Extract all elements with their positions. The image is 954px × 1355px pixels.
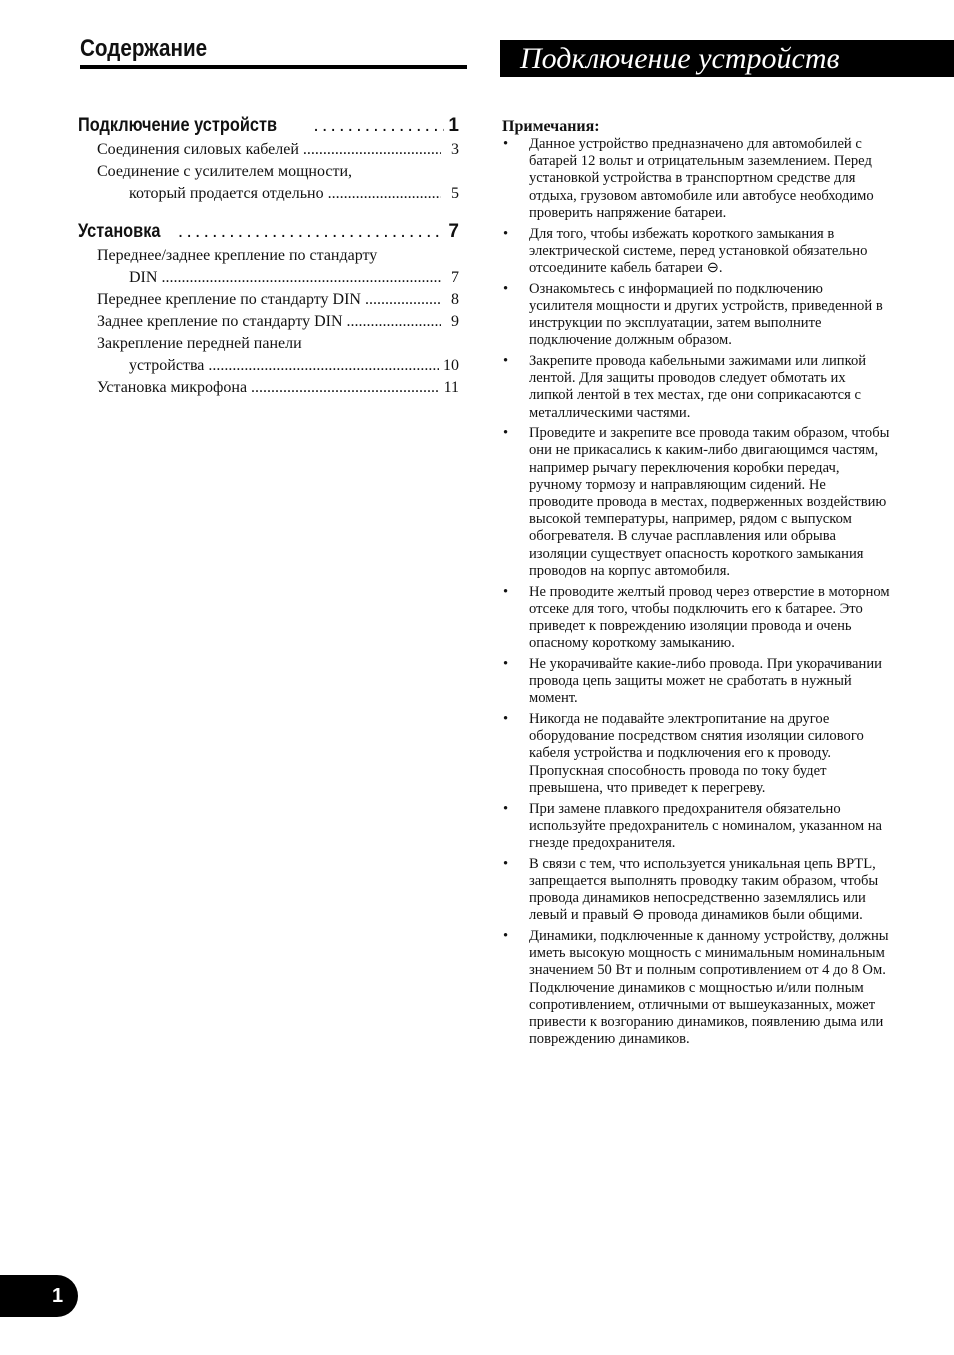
toc-subentry-page: 3	[451, 141, 459, 158]
note-item	[502, 856, 890, 925]
toc-subentry-continuation[interactable]	[78, 355, 459, 377]
toc-leader	[347, 311, 441, 333]
toc-entry-label: Установка	[78, 221, 161, 242]
bullet-icon: •	[503, 655, 509, 672]
bullet-icon: •	[503, 583, 509, 600]
page-number: 1	[52, 1285, 64, 1307]
bullet-icon: •	[503, 425, 509, 442]
toc-subentries	[78, 139, 459, 205]
toc-subentry-label: устройства	[129, 357, 205, 374]
note-text: Для того, чтобы избежать короткого замыкания в электрической системе, перед установкой обязательно отсоедините кабель батареи ⊖.	[529, 225, 868, 276]
toc-subentries	[78, 245, 459, 399]
note-item	[502, 928, 890, 1048]
toc-subentry-label: Установка микрофона	[97, 379, 248, 396]
toc-subentry-page: 8	[451, 291, 459, 308]
bullet-icon: •	[503, 352, 509, 369]
note-text: Закрепите провода кабельными зажимами или липкой лентой. Для защиты проводов следует обмотать их липкой лентой в тех местах, где они соприкасаются с металлическими частями.	[529, 352, 867, 421]
note-item	[502, 656, 890, 708]
table-of-contents	[78, 113, 459, 399]
toc-subentry-page: 9	[451, 313, 459, 330]
toc-leader	[208, 355, 439, 377]
toc-leader	[365, 289, 441, 311]
note-item	[502, 711, 890, 797]
bullet-icon: •	[503, 927, 509, 944]
bullet-icon: •	[503, 225, 509, 242]
bullet-icon: •	[503, 800, 509, 817]
note-item	[502, 425, 890, 580]
note-text: В связи с тем, что используется уникальная цепь BPTL, запрещается выполнять проводку таким образом, чтобы провода динамиков непосредственно заземлялись или левый и правый ⊖ провода динамиков были общими.	[529, 855, 879, 924]
note-item	[502, 226, 890, 278]
notes-section	[502, 118, 890, 1052]
note-text: Ознакомьтесь с информацией по подключению усилителя мощности и других устройств, приведенной в инструкции по эксплуатации, затем выполните подключение должным образом.	[529, 280, 883, 349]
toc-leader	[313, 113, 444, 139]
note-item	[502, 281, 890, 350]
toc-entry-installation[interactable]	[78, 219, 459, 245]
note-text: При замене плавкого предохранителя обязательно используйте предохранитель с номиналом, указанном на гнезде предохранителя.	[529, 800, 883, 851]
bullet-icon: •	[503, 711, 509, 727]
section-title: Подключение устройств	[520, 42, 840, 75]
toc-subentry-label: Переднее/заднее крепление по стандарту	[97, 247, 378, 264]
note-item	[502, 353, 890, 422]
toc-leader	[251, 377, 440, 399]
note-text: Не проводите желтый провод через отверстие в моторном отсеке для того, чтобы подключить его к батарее. Это приведет к повреждению изоляции провода и очень опасному короткому замыканию.	[529, 583, 890, 652]
bullet-icon: •	[503, 855, 509, 872]
toc-entry-page: 1	[448, 115, 459, 136]
note-item	[502, 801, 890, 853]
toc-subentry-label: Переднее крепление по стандарту DIN	[97, 291, 361, 308]
toc-entry-label: Подключение устройств	[78, 115, 278, 136]
toc-leader	[303, 139, 441, 161]
toc-leader	[328, 183, 441, 205]
note-item	[502, 584, 890, 653]
toc-subentry-label: Закрепление передней панели	[97, 335, 302, 352]
note-text: Никогда не подавайте электропитание на другое оборудование посредством снятия изоляции силового кабеля устройства и подключения его к проводу. Пропускная способность провода по току будет превышена, что приведет к перегреву.	[529, 711, 864, 796]
toc-subentry[interactable]	[78, 289, 459, 311]
toc-subentry-page: 10	[443, 357, 459, 374]
toc-subentry[interactable]	[78, 245, 459, 267]
toc-subentry-continuation[interactable]	[78, 183, 459, 205]
toc-subentry-continuation[interactable]	[78, 267, 459, 289]
toc-leader	[161, 267, 441, 289]
note-text: Проведите и закрепите все провода таким образом, чтобы они не прикасались к каким-либо двигающимся частям, например рычагу переключения коробки передач, ручному тормозу и направляющим сидений. Не проводите провода в местах, подверженных воздействию высокой температуры, например, рядом с выпуском обогревателя. В случае расплавления или обрыва изоляции существует опасность короткого замыкания проводов на корпус автомобиля.	[529, 425, 890, 579]
toc-subentry-page: 5	[451, 185, 459, 202]
notes-title: Примечания:	[502, 118, 600, 135]
toc-subentry[interactable]	[78, 139, 459, 161]
page-number-badge	[0, 1275, 78, 1317]
toc-subentry-page: 11	[443, 379, 459, 396]
toc-subentry[interactable]	[78, 377, 459, 399]
toc-subentry-label: Соединение с усилителем мощности,	[97, 163, 353, 180]
note-text: Динамики, подключенные к данному устройству, должны иметь высокую мощность с минимальным номинальным значением 50 Вт и полным сопротивлением от 4 до 8 Ом. Подключение динамиков с мощностью и/или полным сопротивлением, отличными от вышеуказанных, может привести к возгоранию динамиков, появлению дыма или повреждению динамиков.	[529, 927, 889, 1048]
toc-title-rule	[80, 65, 467, 69]
note-item	[502, 136, 890, 222]
toc-subentry-label: Заднее крепление по стандарту DIN	[97, 313, 343, 330]
toc-title: Содержание	[80, 35, 208, 62]
toc-subentry[interactable]	[78, 161, 459, 183]
toc-subentry-page: 7	[451, 269, 459, 286]
note-text: Не укорачивайте какие-либо провода. При укорачивании провода цепь защиты может не сработать в нужный момент.	[529, 655, 882, 707]
toc-subentry[interactable]	[78, 333, 459, 355]
toc-subentry-label: DIN	[129, 269, 158, 286]
toc-subentry-label: Соединения силовых кабелей	[97, 141, 299, 158]
toc-subentry-label: который продается отдельно	[129, 185, 324, 202]
toc-leader	[178, 219, 445, 245]
toc-entry-connection[interactable]	[78, 113, 459, 139]
note-text: Данное устройство предназначено для автомобилей с батарей 12 вольт и отрицательным заземлением. Перед установкой устройства в транспортном средстве для отдыха, грузовом автомобиле или автобусе необходимо проверить напряжение батареи.	[529, 136, 874, 221]
toc-entry-page: 7	[448, 221, 459, 242]
bullet-icon: •	[503, 280, 509, 297]
bullet-icon: •	[503, 136, 509, 152]
notes-list	[502, 136, 890, 1048]
toc-subentry[interactable]	[78, 311, 459, 333]
